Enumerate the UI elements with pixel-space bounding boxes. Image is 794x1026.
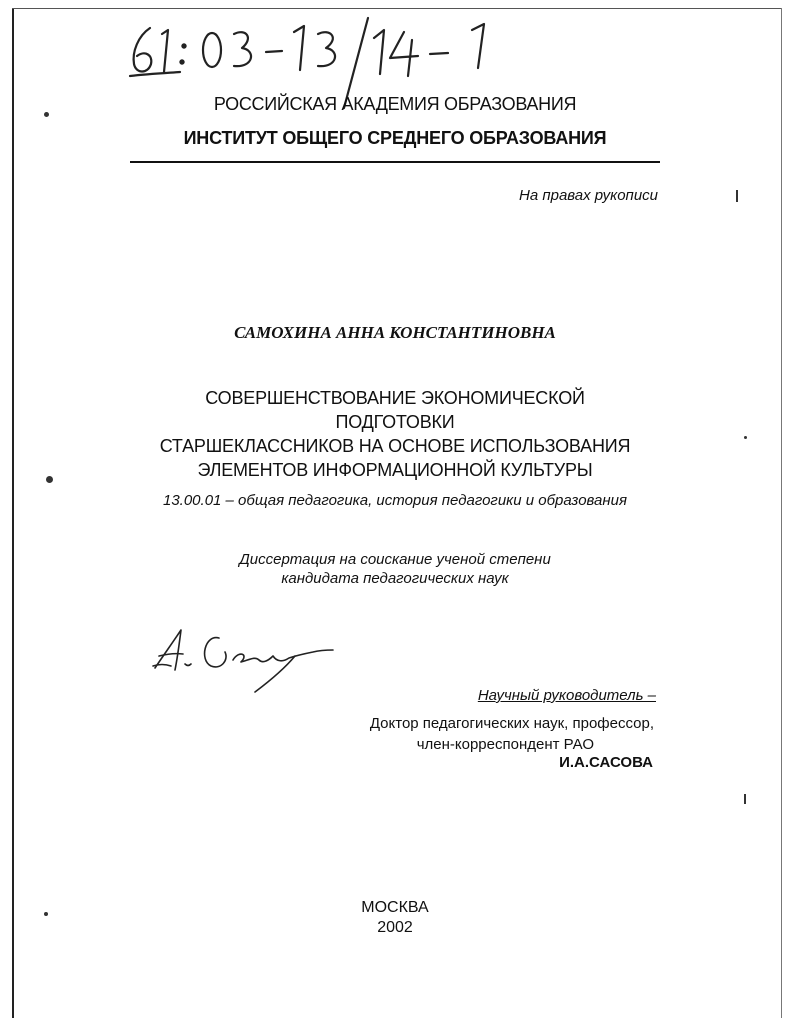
author-name: САМОХИНА АННА КОНСТАНТИНОВНА <box>234 323 556 342</box>
scan-speck <box>44 912 48 916</box>
scan-speck <box>744 436 747 439</box>
scan-speck <box>44 112 49 117</box>
degree-statement <box>150 550 640 588</box>
handwritten-signature <box>145 620 345 695</box>
year: 2002 <box>377 919 413 936</box>
institute-name: ИНСТИТУТ ОБЩЕГО СРЕДНЕГО ОБРАЗОВАНИЯ <box>183 128 607 148</box>
supervisor-degree: Доктор педагогических наук, профессор, <box>369 715 654 732</box>
scan-speck <box>46 476 53 483</box>
header-rule <box>130 161 660 163</box>
rights-note: На правах рукописи <box>519 187 658 204</box>
scan-border-top <box>12 8 782 9</box>
city: МОСКВА <box>361 899 429 916</box>
title-line: СОВЕРШЕНСТВОВАНИЕ ЭКОНОМИЧЕСКОЙ ПОДГОТОВКИ <box>205 388 585 432</box>
place-and-year <box>150 898 640 938</box>
academy-name: РОССИЙСКАЯ АКАДЕМИЯ ОБРАЗОВАНИЯ <box>213 94 577 114</box>
scan-speck <box>736 190 738 202</box>
title-line: СТАРШЕКЛАССНИКОВ НА ОСНОВЕ ИСПОЛЬЗОВАНИЯ <box>159 436 631 456</box>
degree-line: кандидата педагогических наук <box>281 570 509 587</box>
scan-border-right <box>781 8 782 1018</box>
title-line: ЭЛЕМЕНТОВ ИНФОРМАЦИОННОЙ КУЛЬТУРЫ <box>197 460 593 480</box>
scan-speck <box>744 794 746 804</box>
specialty-code: 13.00.01 – общая педагогика, история педагогики и образования <box>162 492 628 509</box>
dissertation-title <box>150 386 640 482</box>
supervisor-name: И.А.САСОВА <box>559 754 653 771</box>
scan-border-left <box>12 8 14 1018</box>
supervisor-label: Научный руководитель – <box>477 687 656 704</box>
supervisor-membership: член-корреспондент РАО <box>416 736 594 753</box>
degree-line: Диссертация на соискание ученой степени <box>239 551 551 568</box>
